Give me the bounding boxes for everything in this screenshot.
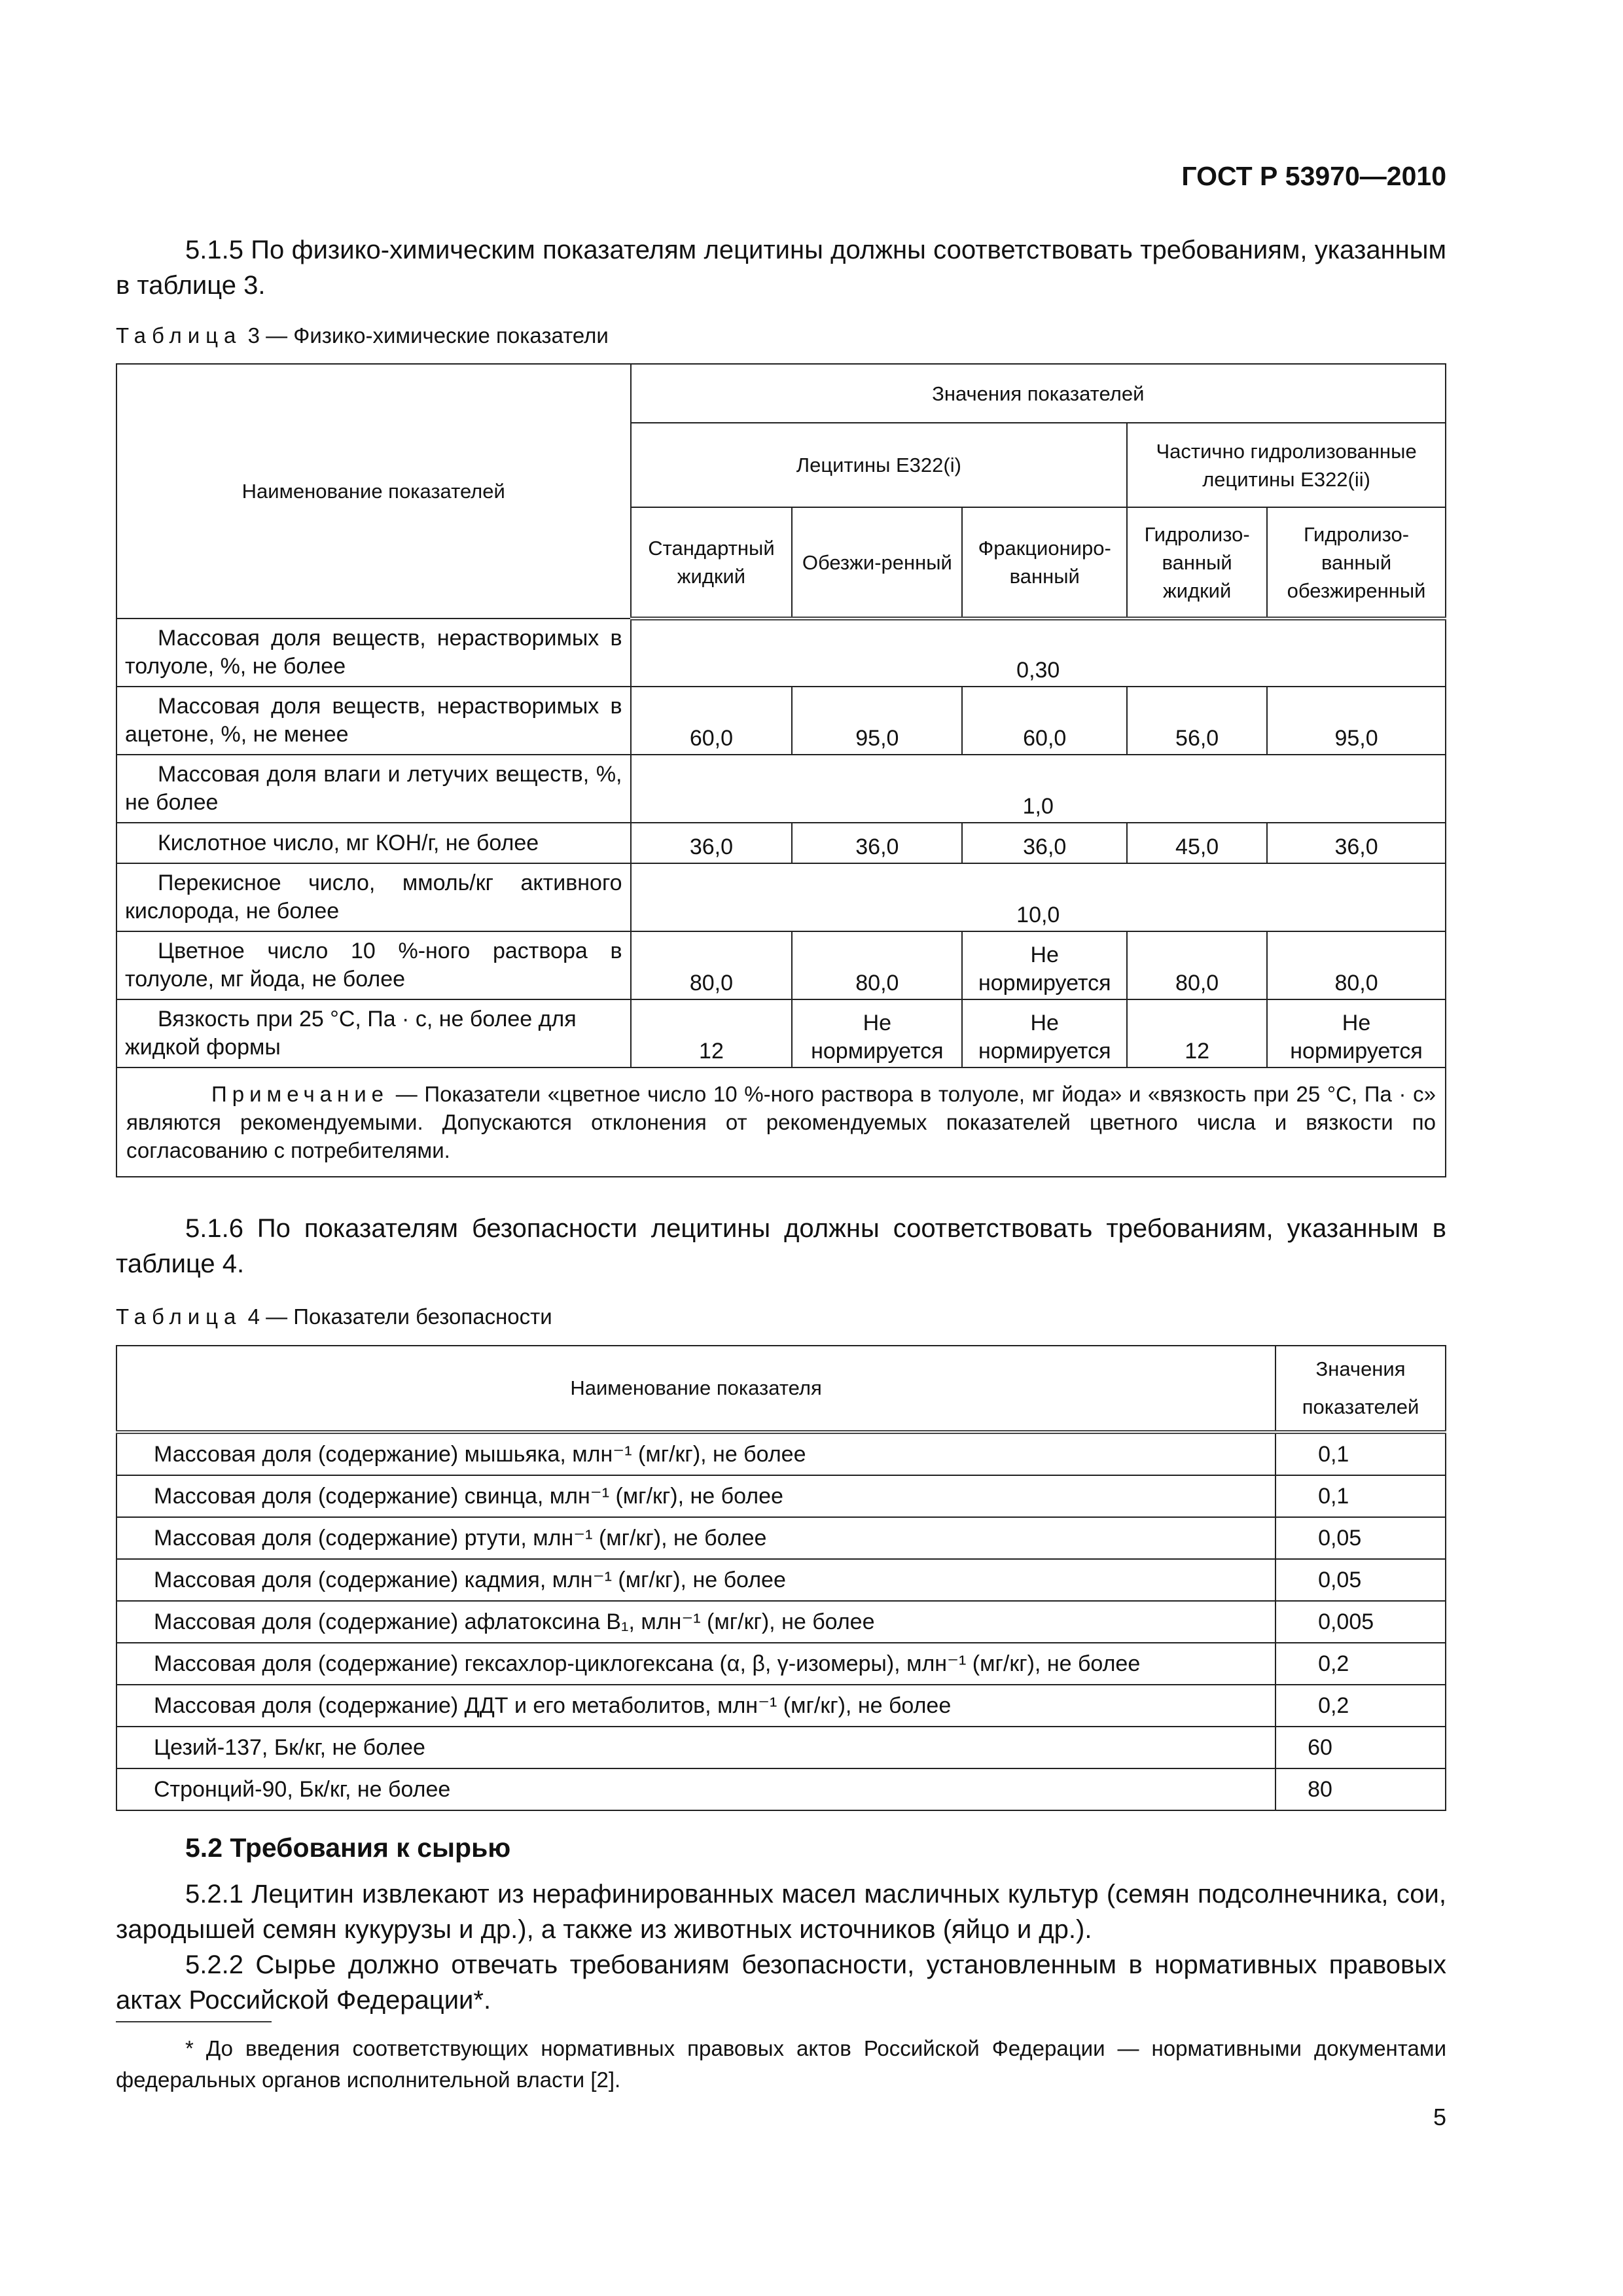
- cell-value: 36,0: [792, 823, 962, 863]
- cell-value: 80,0: [1267, 931, 1446, 999]
- page-number: 5: [1433, 2104, 1446, 2130]
- paragraph-5-1-6: [116, 1211, 1446, 1282]
- row-name: Массовая доля (содержание) гексахлор-циклогексана (α, β, γ-изомеры), млн⁻¹ (мг/кг), не более: [116, 1643, 1275, 1685]
- cell-value: 12: [631, 999, 793, 1067]
- paragraph-5-2-1: [116, 1876, 1446, 1947]
- row-name: [116, 755, 631, 823]
- table4-head-name: Наименование показателя: [116, 1346, 1275, 1432]
- table-row: [116, 999, 1446, 1067]
- document-header: ГОСТ Р 53970—2010: [1181, 161, 1446, 191]
- table-row: [116, 1727, 1446, 1768]
- table4-caption-rest: 4 — Показатели безопасности: [247, 1304, 552, 1329]
- row-name: Цезий-137, Бк/кг, не более: [116, 1727, 1275, 1768]
- cell-value: 60,0: [631, 687, 793, 755]
- table-row: [116, 1432, 1446, 1475]
- cell-value: 80: [1275, 1768, 1446, 1810]
- row-name: [116, 687, 631, 755]
- cell-value: Не нормируется: [1267, 999, 1446, 1067]
- row-name-text: Массовая доля веществ, нерастворимых в толуоле, %, не более: [125, 626, 622, 679]
- row-name: Массовая доля (содержание) мышьяка, млн⁻¹ (мг/кг), не более: [116, 1432, 1275, 1475]
- cell-value: 60: [1275, 1727, 1446, 1768]
- table-3: [116, 363, 1446, 1177]
- row-name: Массовая доля (содержание) афлатоксина B₁, млн⁻¹ (мг/кг), не более: [116, 1601, 1275, 1643]
- table-row: [116, 931, 1446, 999]
- cell-value: 80,0: [792, 931, 962, 999]
- cell-value: 0,1: [1275, 1475, 1446, 1517]
- paragraph-5-2-1-text: 5.2.1 Лецитин извлекают из нерафинированных масел масличных культур (семян подсолнечника, сои, зародышей семян кукурузы и др.), а также из животных источников (яйцо и др.).: [116, 1880, 1446, 1944]
- paragraph-5-2-2-text: 5.2.2 Сырье должно отвечать требованиям безопасности, установленным в нормативных правовых актах Российской Федерации*.: [116, 1950, 1446, 2015]
- table3-col-1: Стандартный жидкий: [631, 507, 793, 619]
- row-name: Массовая доля (содержание) кадмия, млн⁻¹ (мг/кг), не более: [116, 1559, 1275, 1601]
- cell-value: 36,0: [631, 823, 793, 863]
- paragraph-5-1-5-text: 5.1.5 По физико-химическим показателям лецитины должны соответствовать требованиям, указанным в таблице 3.: [116, 236, 1446, 300]
- cell-value: 0,2: [1275, 1685, 1446, 1727]
- cell-value: 80,0: [631, 931, 793, 999]
- cell-value: 80,0: [1127, 931, 1267, 999]
- paragraph-5-1-5: [116, 232, 1446, 303]
- row-name: Массовая доля (содержание) ДДТ и его метаболитов, млн⁻¹ (мг/кг), не более: [116, 1685, 1275, 1727]
- table3-head-values: Значения показателей: [631, 364, 1446, 423]
- row-name: [116, 931, 631, 999]
- table-row: [116, 619, 1446, 687]
- row-name: [116, 619, 631, 687]
- row-name: Массовая доля (содержание) ртути, млн⁻¹ (мг/кг), не более: [116, 1517, 1275, 1559]
- cell-value: Не нормируется: [962, 931, 1127, 999]
- row-name: Стронций-90, Бк/кг, не более: [116, 1768, 1275, 1810]
- section-heading-5-2: 5.2 Требования к сырью: [185, 1833, 511, 1863]
- row-name-text: Кислотное число, мг КОН/г, не более: [158, 830, 539, 855]
- cell-value: 45,0: [1127, 823, 1267, 863]
- row-name: [116, 863, 631, 931]
- table3-caption-word: Таблица: [116, 323, 242, 348]
- row-name-text: Вязкость при 25 °С, Па · с, не более для жидкой формы: [125, 1007, 577, 1060]
- table-row: [116, 1768, 1446, 1810]
- row-name-text: Перекисное число, ммоль/кг активного кислорода, не более: [125, 870, 622, 924]
- cell-value: 36,0: [962, 823, 1127, 863]
- table-row: [116, 687, 1446, 755]
- table-row: [116, 1559, 1446, 1601]
- table3-col-5: Гидролизо-ванный обезжиренный: [1267, 507, 1446, 619]
- table-row: [116, 863, 1446, 931]
- cell-value: 12: [1127, 999, 1267, 1067]
- table-row: [116, 1643, 1446, 1685]
- paragraph-5-1-6-text: 5.1.6 По показателям безопасности лецитины должны соответствовать требованиям, указанным в таблице 4.: [116, 1214, 1446, 1278]
- table-row: [116, 1517, 1446, 1559]
- paragraph-5-2-2: [116, 1947, 1446, 2018]
- cell-value: 0,2: [1275, 1643, 1446, 1685]
- row-name-text: Массовая доля веществ, нерастворимых в ацетоне, %, не менее: [125, 694, 622, 747]
- row-merged-value: 1,0: [631, 755, 1446, 823]
- cell-value: 0,05: [1275, 1559, 1446, 1601]
- table3-head-name: Наименование показателей: [116, 364, 631, 619]
- table3-head-group1: Лецитины Е322(i): [631, 423, 1128, 507]
- footnote: [116, 2033, 1446, 2096]
- footnote-rule: [116, 2021, 272, 2022]
- row-name-text: Цветное число 10 %-ного раствора в толуоле, мг йода, не более: [125, 939, 622, 992]
- table3-col-3: Фракциониро-ванный: [962, 507, 1127, 619]
- table-row: [116, 1475, 1446, 1517]
- cell-value: 60,0: [962, 687, 1127, 755]
- table-row: [116, 1601, 1446, 1643]
- cell-value: 0,05: [1275, 1517, 1446, 1559]
- cell-value: Не нормируется: [962, 999, 1127, 1067]
- table-row: [116, 755, 1446, 823]
- cell-value: 95,0: [792, 687, 962, 755]
- row-name: [116, 999, 631, 1067]
- table-row: [116, 823, 1446, 863]
- table3-note: [116, 1067, 1446, 1177]
- cell-value: 56,0: [1127, 687, 1267, 755]
- table4-caption-word: Таблица: [116, 1304, 242, 1329]
- table3-head-group2: Частично гидролизованные лецитины Е322(ii): [1127, 423, 1446, 507]
- table4-caption: [116, 1304, 552, 1329]
- footnote-text: * До введения соответствующих нормативных правовых актов Российской Федерации — нормативными документами федеральных органов исполнительной власти [2].: [116, 2036, 1446, 2092]
- row-merged-value: 0,30: [631, 619, 1446, 687]
- table-4: [116, 1345, 1446, 1811]
- table4-head-value: Значения показателей: [1275, 1346, 1446, 1432]
- note-text: — Показатели «цветное число 10 %-ного раствора в толуоле, мг йода» и «вязкость при 25 °С, Па · с» являются рекомендуемыми. Допускаются отклонения от рекомендуемых показателей цветного числа и вязкости по согласованию с потребителями.: [126, 1082, 1436, 1162]
- row-name: [116, 823, 631, 863]
- cell-value: 0,005: [1275, 1601, 1446, 1643]
- table3-caption-rest: 3 — Физико-химические показатели: [247, 323, 609, 348]
- cell-value: 95,0: [1267, 687, 1446, 755]
- table3-caption: [116, 323, 609, 348]
- table3-col-4: Гидролизо-ванный жидкий: [1127, 507, 1267, 619]
- row-merged-value: 10,0: [631, 863, 1446, 931]
- row-name-text: Массовая доля влаги и летучих веществ, %, не более: [125, 762, 622, 815]
- cell-value: 36,0: [1267, 823, 1446, 863]
- row-name: Массовая доля (содержание) свинца, млн⁻¹ (мг/кг), не более: [116, 1475, 1275, 1517]
- note-word: Примечание: [211, 1082, 389, 1106]
- cell-value: Не нормируется: [792, 999, 962, 1067]
- table3-col-2: Обезжи-ренный: [792, 507, 962, 619]
- table3-note-row: [116, 1067, 1446, 1177]
- cell-value: 0,1: [1275, 1432, 1446, 1475]
- table-row: [116, 1685, 1446, 1727]
